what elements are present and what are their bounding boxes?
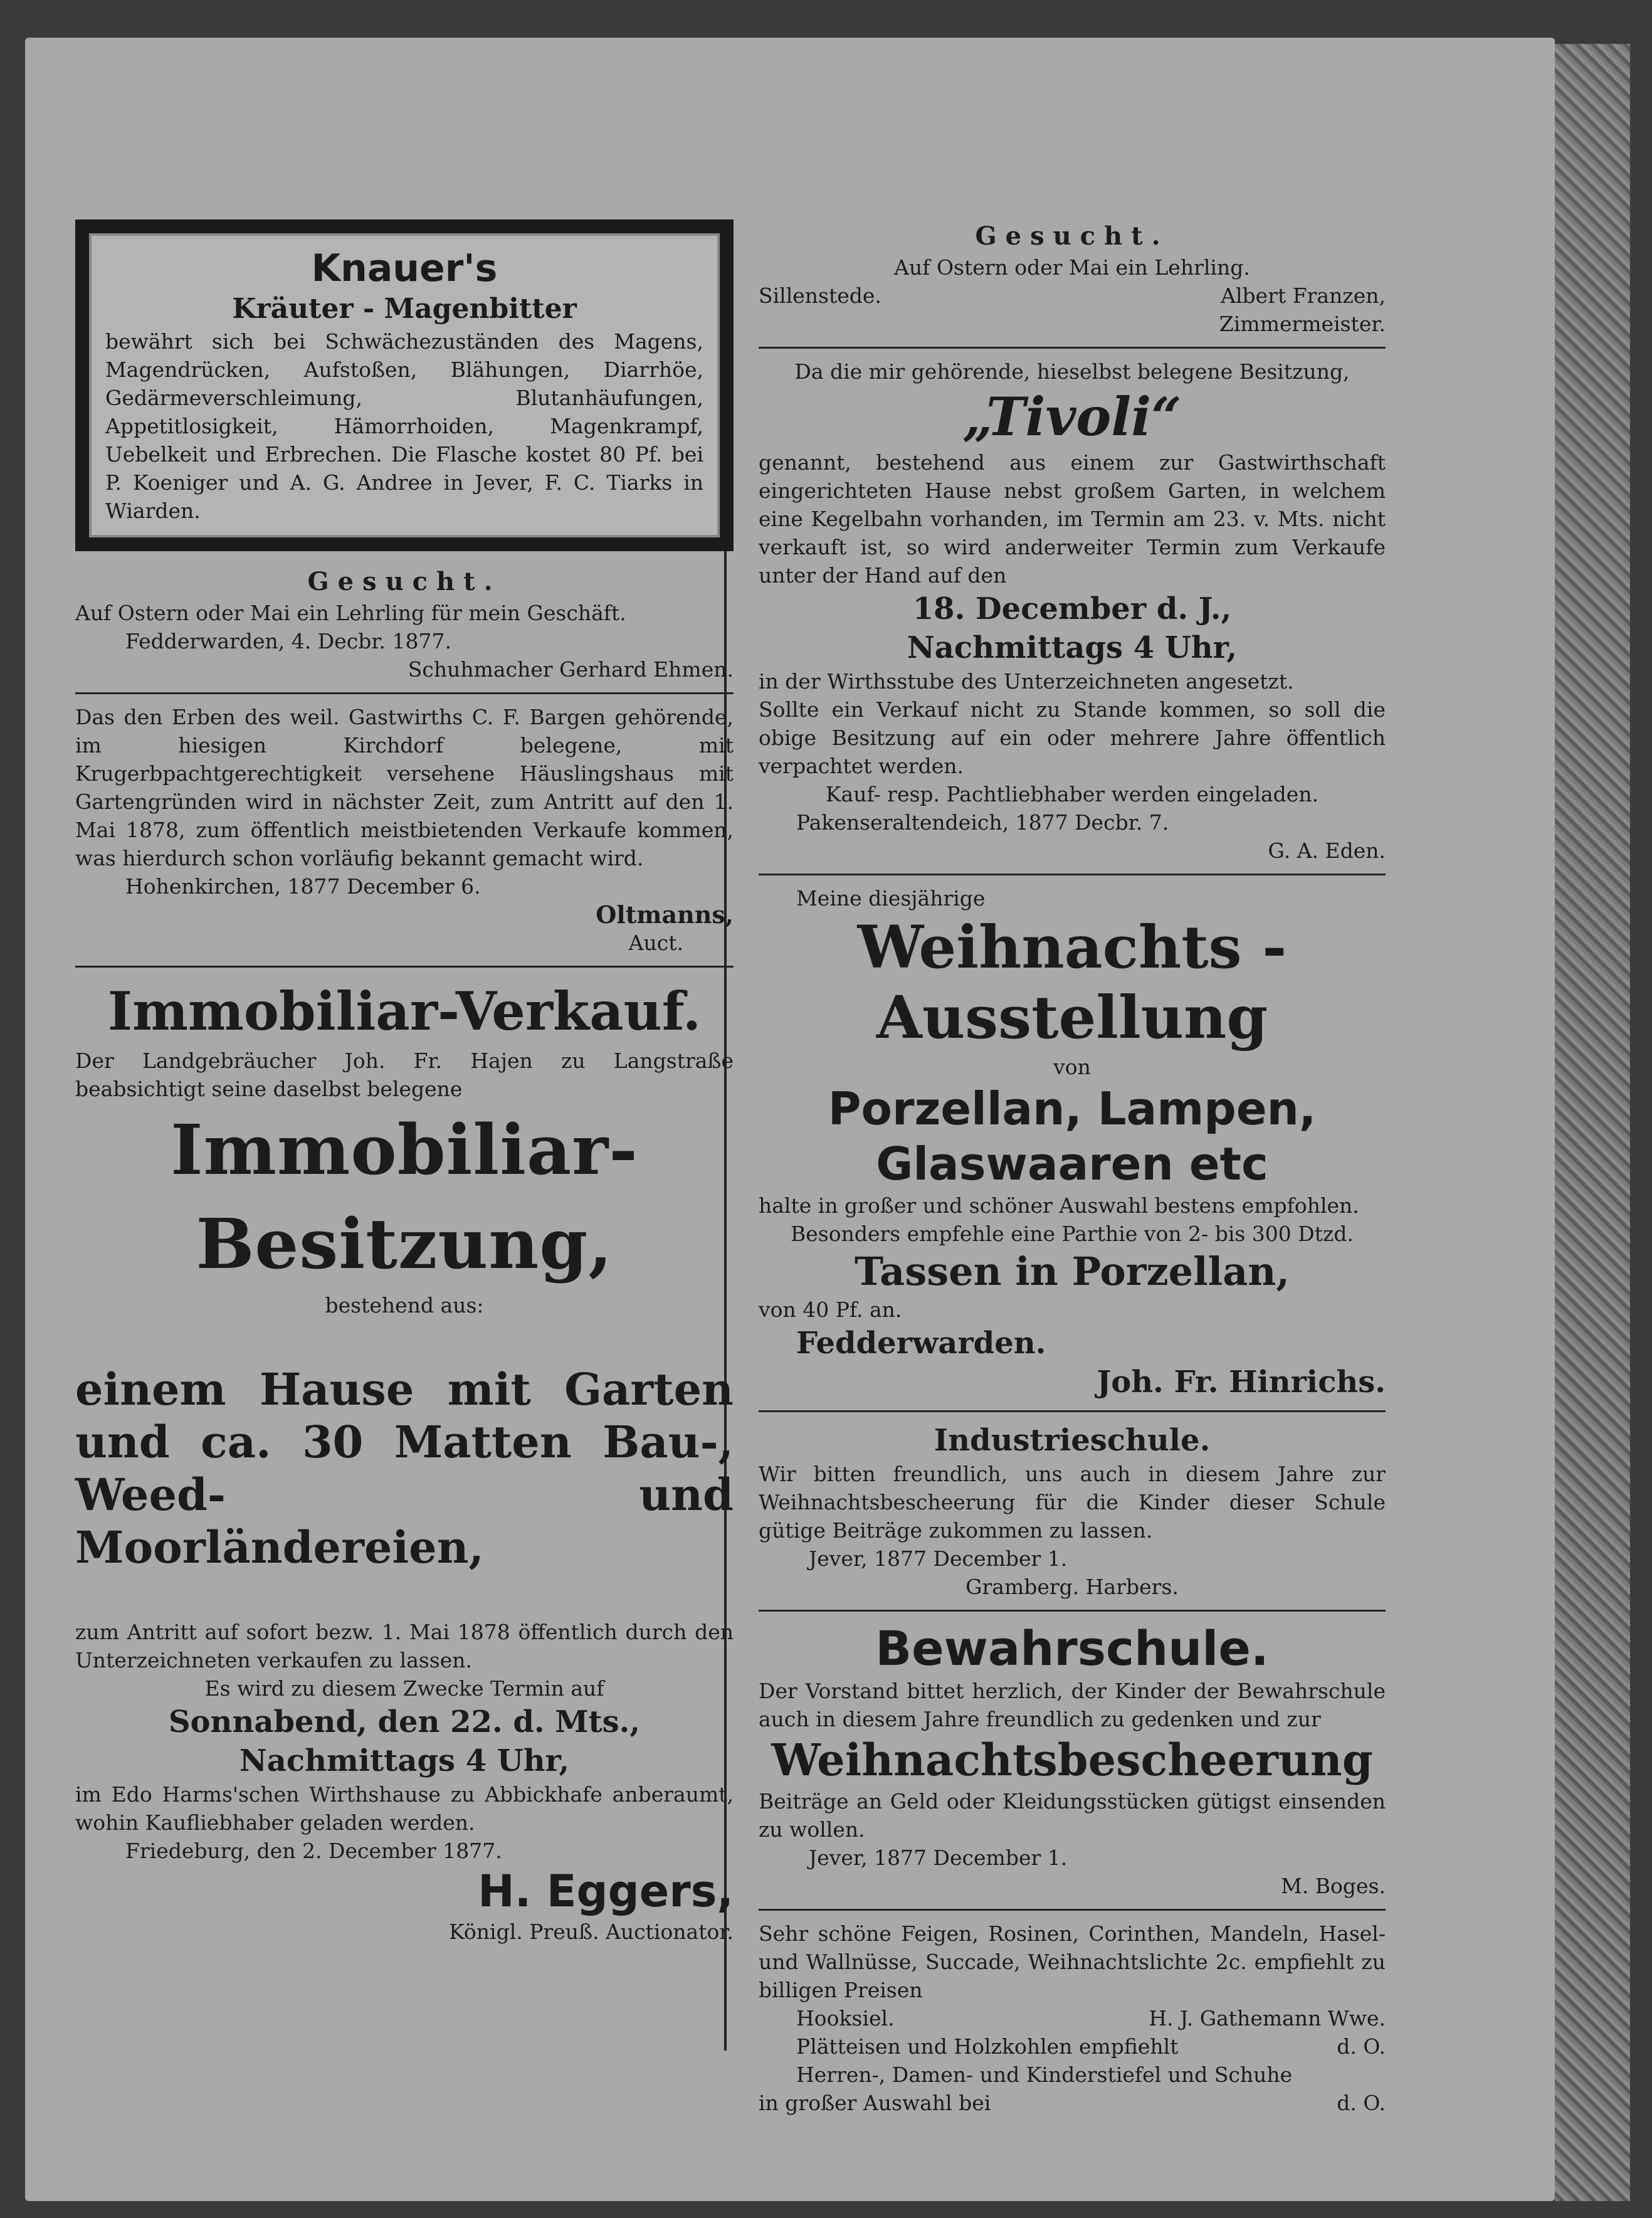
- weihnacht-advert: [759, 884, 1386, 1402]
- bewahr-body2: Beiträge an Geld oder Kleidungsstücken gütigst einsenden zu wollen.: [759, 1789, 1386, 1842]
- bargen-advert: [75, 703, 734, 957]
- weihnacht-von: von: [1053, 1055, 1091, 1079]
- feigen-line4: in großer Auswahl bei: [759, 2091, 991, 2115]
- tivoli-name: „Tivoli“: [962, 386, 1182, 448]
- tivoli-date-line: 18. December d. J.,: [912, 591, 1232, 626]
- immobiliar-signature: H. Eggers,: [478, 1866, 734, 1917]
- bewahr-subheading: Weihnachtsbescheerung: [771, 1734, 1373, 1786]
- newspaper-page: [25, 38, 1555, 2201]
- industrie-place-date: Jever, 1877 December 1.: [809, 1546, 1068, 1571]
- weihnacht-price: von 40 Pf. an.: [759, 1297, 902, 1322]
- feigen-line2-signature: d. O.: [1337, 2034, 1386, 2059]
- weihnacht-tassen: Tassen in Porzellan,: [854, 1249, 1290, 1294]
- gesucht-right-signature: Albert Franzen,: [1221, 283, 1386, 308]
- industrie-body: Wir bitten freundlich, uns auch in diesem Jahre zur Weihnachtsbescheerung für die Kinder dieser Schule gütige Beiträge zukommen zu lassen.: [759, 1462, 1386, 1543]
- tivoli-advert: [759, 357, 1386, 865]
- bewahr-body: Der Vorstand bittet herzlich, der Kinder der Bewahrschule auch in diesem Jahre freundlich zu gedenken und zur: [759, 1679, 1386, 1731]
- book-edge: [1555, 44, 1630, 2201]
- feigen-line4-signature: d. O.: [1337, 2091, 1386, 2115]
- industrie-heading: Industrieschule.: [934, 1423, 1211, 1458]
- immobiliar-intro: Der Landgebräucher Joh. Fr. Hajen zu Langstraße beabsichtigt seine daselbst belegene: [75, 1048, 734, 1101]
- divider-rule: [759, 1610, 1386, 1612]
- immobiliar-signature-title: Königl. Preuß. Auctionator.: [449, 1920, 734, 1944]
- bargen-body: Das den Erben des weil. Gastwirths C. F. Bargen gehörende, im hiesigen Kirchdorf belegene, mit Krugerbpachtgerechtigkeit versehene Häuslingshaus mit Gartengründen wird in nächster Zeit, zum Antritt auf den 1. Mai 1878, zum öffentlich meistbietenden Verkaufe kommen, was hierdurch schon vorläufig bekannt gemacht wird.: [75, 705, 734, 870]
- gesucht-right-body: Auf Ostern oder Mai ein Lehrling.: [894, 255, 1250, 280]
- knauer-advert: [75, 219, 734, 551]
- bargen-place-date: Hohenkirchen, 1877 December 6.: [125, 874, 481, 899]
- gesucht-left-signature: Schuhmacher Gerhard Ehmen.: [408, 657, 734, 682]
- weihnacht-heading: Weihnachts - Ausstellung: [857, 913, 1287, 1052]
- immobiliar-date-line: Sonnabend, den 22. d. Mts.,: [168, 1704, 641, 1740]
- immobiliar-place-date: Friedeburg, den 2. December 1877.: [125, 1839, 502, 1863]
- feigen-place: Hooksiel.: [796, 2006, 895, 2031]
- industrie-advert: [759, 1421, 1386, 1601]
- immobiliar-location: im Edo Harms'schen Wirthshause zu Abbickhafe anberaumt, wohin Kaufliebhaber geladen werden.: [75, 1782, 734, 1835]
- knauer-body: bewährt sich bei Schwächezuständen des Magens, Magendrücken, Aufstoßen, Blähungen, Diarrhöe, Gedärmeverschleimung, Blutanhäufungen, Appetitlosigkeit, Hämorrhoiden, Magenkrampf, Uebelkeit und Erbrechen. Die Flasche kostet 80 Pf. bei P. Koeniger und A. G. Andree in Jever, F. C. Tiarks in Wiarden.: [105, 329, 703, 523]
- gesucht-right-place: Sillenstede.: [759, 283, 881, 308]
- tivoli-place-date: Pakenseraltendeich, 1877 Decbr. 7.: [796, 810, 1169, 835]
- immobiliar-bestehend: bestehend aus:: [325, 1293, 484, 1318]
- weihnacht-goods-line1: Porzellan, Lampen,: [828, 1082, 1317, 1135]
- divider-rule: [759, 874, 1386, 875]
- weihnacht-intro: Meine diesjährige: [796, 886, 986, 911]
- tivoli-signature: G. A. Eden.: [1268, 838, 1386, 863]
- tivoli-body: genannt, bestehend aus einem zur Gastwirthschaft eingerichteten Hause nebst großem Garten, in welchem eine Kegelbahn vorhanden, im Termin am 23. v. Mts. nicht verkauft ist, so wird anderweiter Termin zum Verkaufe unter der Hand auf den: [759, 450, 1386, 588]
- besitzung-big-title: Besitzung,: [196, 1203, 613, 1284]
- divider-rule: [759, 347, 1386, 349]
- gesucht-left-advert: [75, 565, 734, 684]
- bargen-signature: Oltmanns,: [596, 900, 734, 929]
- feigen-row4: [759, 2089, 1386, 2117]
- weihnacht-special: Besonders empfehle eine Parthie von 2- bis 300 Dtzd.: [790, 1222, 1354, 1246]
- divider-rule: [75, 966, 734, 968]
- divider-rule: [759, 1909, 1386, 1911]
- weihnacht-body: halte in großer und schöner Auswahl bestens empfohlen.: [759, 1193, 1359, 1218]
- knauer-subtitle: Kräuter - Magenbitter: [232, 293, 577, 325]
- gesucht-right-heading: Gesucht.: [975, 221, 1169, 251]
- bewahr-advert: [759, 1620, 1386, 1900]
- weihnacht-goods-line2: Glaswaaren etc: [876, 1138, 1268, 1190]
- gesucht-right-sig-row: [759, 282, 1386, 310]
- gesucht-right-signature-title: Zimmermeister.: [1219, 312, 1386, 336]
- immobiliar-time-line: Nachmittags 4 Uhr,: [239, 1743, 570, 1778]
- immobiliar-property-desc: einem Hause mit Garten und ca. 30 Matten Bau-, Weed- und Moorländereien,: [75, 1363, 734, 1573]
- feigen-row2: [759, 2032, 1386, 2061]
- gesucht-right-advert: [759, 219, 1386, 338]
- immobiliar-heading: Immobiliar-Verkauf.: [107, 980, 702, 1042]
- knauer-title: Knauer's: [311, 246, 498, 290]
- tivoli-time-line: Nachmittags 4 Uhr,: [907, 630, 1238, 665]
- bewahr-signature: M. Boges.: [1281, 1874, 1386, 1898]
- immobiliar-terms: zum Antritt auf sofort bezw. 1. Mai 1878 öffentlich durch den Unterzeichneten verkaufen zu lassen.: [75, 1620, 734, 1672]
- bargen-signature-title: Auct.: [628, 931, 683, 955]
- feigen-advert: [759, 1920, 1386, 2117]
- tivoli-alternative: Sollte ein Verkauf nicht zu Stande kommen, so soll die obige Besitzung auf ein oder mehrere Jahre öffentlich verpachtet werden.: [759, 697, 1386, 778]
- divider-rule: [75, 692, 734, 694]
- tivoli-location: in der Wirthsstube des Unterzeichneten angesetzt.: [759, 669, 1294, 694]
- weihnacht-signature: Joh. Fr. Hinrichs.: [1097, 1365, 1386, 1400]
- industrie-signature: Gramberg. Harbers.: [965, 1575, 1179, 1599]
- immobiliar-advert: [75, 976, 734, 1946]
- tivoli-invite: Kauf- resp. Pachtliebhaber werden eingeladen.: [825, 782, 1319, 806]
- feigen-line3: Herren-, Damen- und Kinderstiefel und Schuhe: [796, 2062, 1293, 2087]
- left-column: [75, 219, 734, 1946]
- right-column: [759, 219, 1386, 2117]
- bewahr-place-date: Jever, 1877 December 1.: [809, 1846, 1068, 1870]
- tivoli-intro: Da die mir gehörende, hieselbst belegene Besitzung,: [794, 359, 1350, 384]
- weihnacht-place: Fedderwarden.: [796, 1326, 1046, 1361]
- bewahr-heading: Bewahrschule.: [875, 1620, 1269, 1676]
- feigen-sig-row1: [759, 2004, 1386, 2032]
- divider-rule: [759, 1410, 1386, 1412]
- gesucht-left-place-date: Fedderwarden, 4. Decbr. 1877.: [125, 629, 451, 653]
- feigen-line2: Plätteisen und Holzkohlen empfiehlt: [796, 2034, 1179, 2059]
- feigen-signature: H. J. Gathemann Wwe.: [1149, 2006, 1386, 2031]
- immobiliar-big-title: Immobiliar-: [171, 1109, 638, 1190]
- gesucht-left-heading: Gesucht.: [307, 567, 502, 596]
- immobiliar-termin: Es wird zu diesem Zwecke Termin auf: [204, 1676, 604, 1701]
- gesucht-left-body: Auf Ostern oder Mai ein Lehrling für mein Geschäft.: [75, 601, 626, 625]
- feigen-body: Sehr schöne Feigen, Rosinen, Corinthen, Mandeln, Hasel- und Wallnüsse, Succade, Weihnachtslichte 2c. empfiehlt zu billigen Preisen: [759, 1921, 1386, 2002]
